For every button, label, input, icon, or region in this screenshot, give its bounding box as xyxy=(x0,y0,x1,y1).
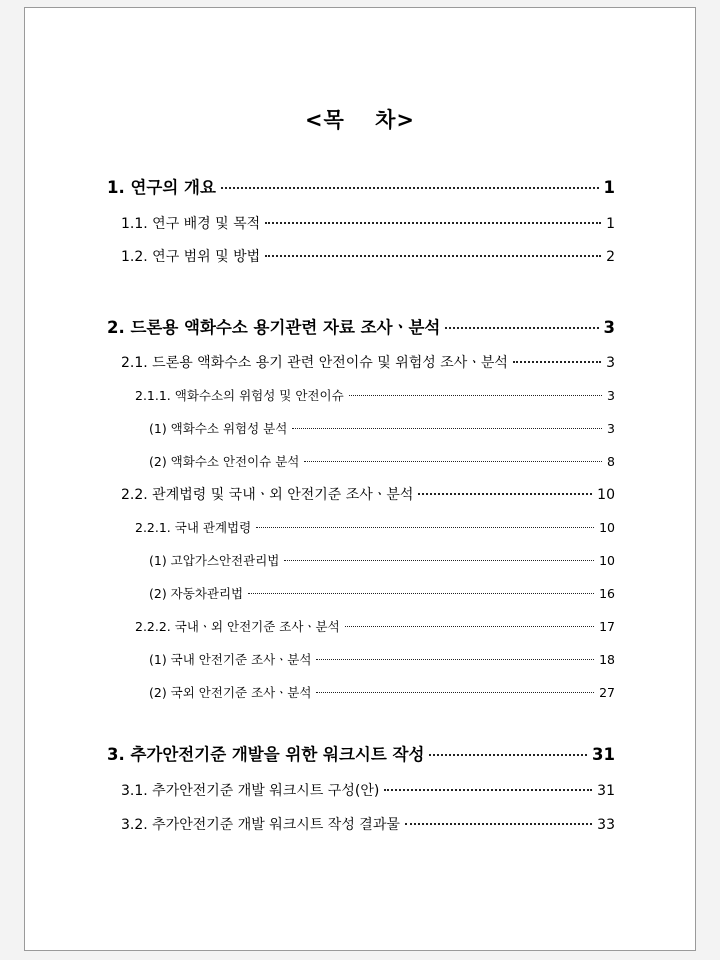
toc-entry-page: 31 xyxy=(592,745,615,764)
dot-leader xyxy=(316,659,594,660)
toc-entry-page: 3 xyxy=(607,388,615,403)
toc-entry-page: 10 xyxy=(599,553,615,568)
toc-entry[interactable] xyxy=(135,617,615,635)
toc-entry-page: 1 xyxy=(603,178,615,197)
dot-leader xyxy=(316,692,594,693)
toc-entry[interactable] xyxy=(121,780,615,800)
toc-entry[interactable] xyxy=(135,386,615,404)
toc-entry[interactable] xyxy=(121,484,615,504)
toc-entry-page: 3 xyxy=(603,318,615,337)
toc-entry-label: 2.1.1. 액화수소의 위험성 및 안전이슈 xyxy=(135,388,344,403)
toc-entry[interactable] xyxy=(107,741,615,765)
toc-entry[interactable] xyxy=(149,419,615,437)
dot-leader xyxy=(345,626,594,627)
toc-entry[interactable] xyxy=(107,174,615,198)
toc-entry-page: 10 xyxy=(597,487,615,503)
toc-entry-label: (1) 고압가스안전관리법 xyxy=(149,553,280,568)
dot-leader xyxy=(405,823,592,825)
toc-entry-label: 1.2. 연구 범위 및 방법 xyxy=(121,249,261,265)
toc-entry-label: 3.2. 추가안전기준 개발 워크시트 작성 결과물 xyxy=(121,817,400,833)
toc-entry-label: 2.2. 관계법령 및 국내ㆍ외 안전기준 조사ㆍ분석 xyxy=(121,487,414,503)
toc-entry-label: 3.1. 추가안전기준 개발 워크시트 구성(안) xyxy=(121,783,380,799)
dot-leader xyxy=(248,593,594,594)
toc-entry-page: 18 xyxy=(599,652,615,667)
toc-entry-label: (2) 국외 안전기준 조사ㆍ분석 xyxy=(149,685,312,700)
dot-leader xyxy=(265,255,601,257)
toc-entry-page: 3 xyxy=(606,355,615,371)
toc-entry[interactable] xyxy=(149,452,615,470)
toc-entry-page: 33 xyxy=(597,817,615,833)
toc-entry-label: 3. 추가안전기준 개발을 위한 워크시트 작성 xyxy=(107,745,425,764)
dot-leader xyxy=(304,461,602,462)
dot-leader xyxy=(265,222,601,224)
toc-entry-page: 31 xyxy=(597,783,615,799)
toc-entry[interactable] xyxy=(107,314,615,338)
toc-entry-label: (2) 자동차관리법 xyxy=(149,586,244,601)
dot-leader xyxy=(513,361,601,363)
toc-entry[interactable] xyxy=(149,683,615,701)
toc-title: <목 차> xyxy=(304,108,416,132)
toc-entry-page: 8 xyxy=(607,454,615,469)
dot-leader xyxy=(221,187,599,189)
dot-leader xyxy=(256,527,594,528)
toc-entry-label: (2) 액화수소 안전이슈 분석 xyxy=(149,454,300,469)
dot-leader xyxy=(349,395,602,396)
toc-entry-label: 2.2.1. 국내 관계법령 xyxy=(135,520,252,535)
toc-entry-page: 16 xyxy=(599,586,615,601)
toc-entry[interactable] xyxy=(121,246,615,266)
toc-entry-label: 1. 연구의 개요 xyxy=(107,178,216,197)
dot-leader xyxy=(429,754,587,756)
toc-entry-page: 10 xyxy=(599,520,615,535)
toc-entry[interactable] xyxy=(121,213,615,233)
toc-entry-label: 2.2.2. 국내ㆍ외 안전기준 조사ㆍ분석 xyxy=(135,619,340,634)
dot-leader xyxy=(292,428,602,429)
toc-entry-label: (1) 액화수소 위험성 분석 xyxy=(149,421,288,436)
toc-entry-page: 1 xyxy=(606,216,615,232)
toc-entry[interactable] xyxy=(121,814,615,834)
toc-entry-label: 2. 드론용 액화수소 용기관련 자료 조사ㆍ분석 xyxy=(107,318,441,337)
toc-entry-page: 2 xyxy=(606,249,615,265)
toc-entry-page: 17 xyxy=(599,619,615,634)
dot-leader xyxy=(384,789,592,791)
toc-entry-page: 27 xyxy=(599,685,615,700)
toc-entry[interactable] xyxy=(149,650,615,668)
document-page xyxy=(24,7,696,951)
dot-leader xyxy=(445,327,598,329)
toc-entry-page: 3 xyxy=(607,421,615,436)
dot-leader xyxy=(418,493,592,495)
toc-entry-label: 2.1. 드론용 액화수소 용기 관련 안전이슈 및 위험성 조사ㆍ분석 xyxy=(121,355,508,371)
toc-entry[interactable] xyxy=(135,518,615,536)
dot-leader xyxy=(284,560,594,561)
toc-entry-label: (1) 국내 안전기준 조사ㆍ분석 xyxy=(149,652,312,667)
toc-entry[interactable] xyxy=(149,584,615,602)
toc-entry[interactable] xyxy=(121,352,615,372)
toc-entry[interactable] xyxy=(149,551,615,569)
toc-entry-label: 1.1. 연구 배경 및 목적 xyxy=(121,216,261,232)
